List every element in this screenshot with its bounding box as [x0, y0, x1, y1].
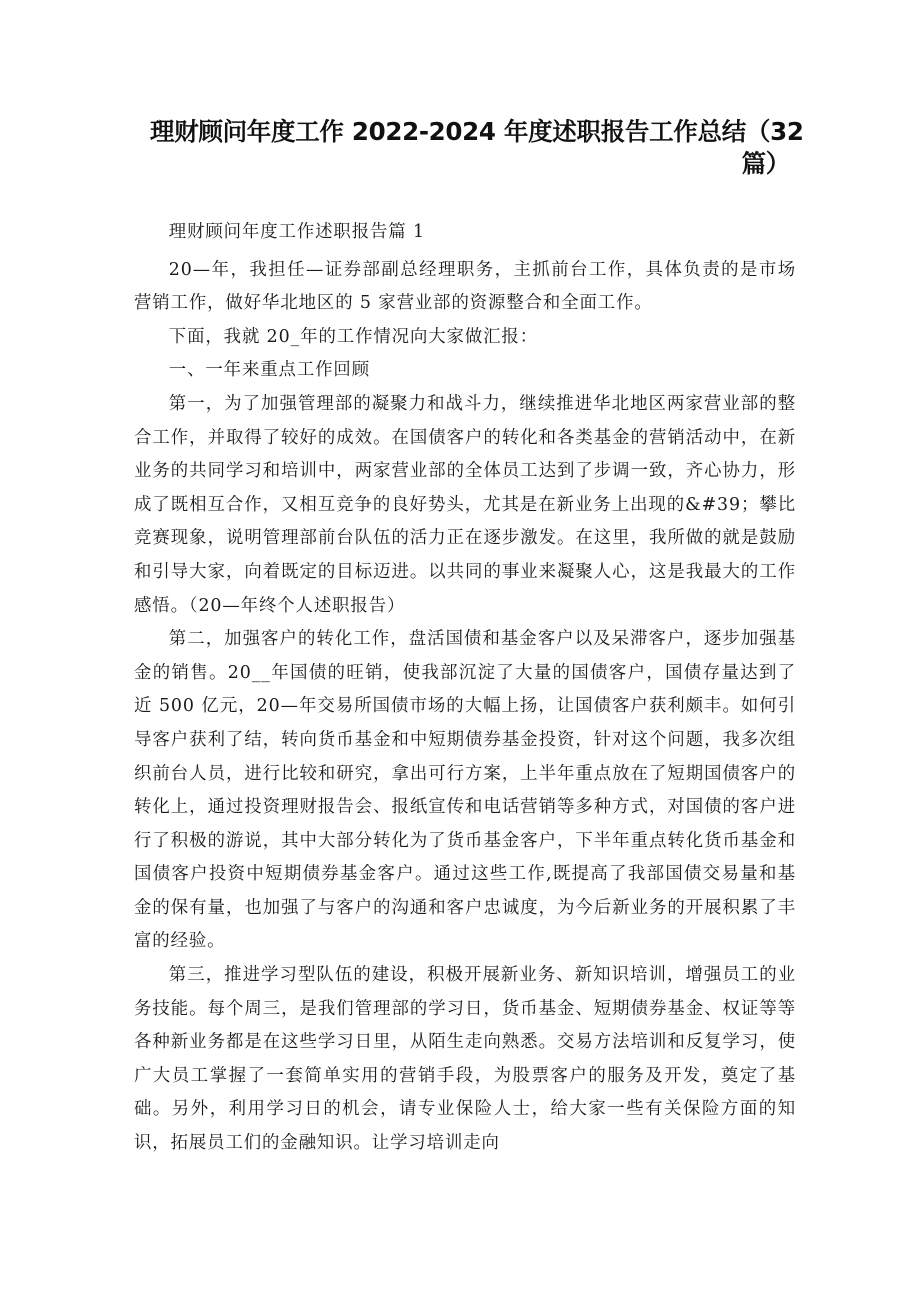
paragraph: 第三，推进学习型队伍的建设，积极开展新业务、新知识培训，增强员工的业务技能。每个周三，是我们管理部的学习日，货币基金、短期债券基金、权证等等各种新业务都是在这些学习日里，从陌生走向熟悉。交易方法培训和反复学习，使广大员工掌握了一套简单实用的营销手段，为股票客户的服务及开发，奠定了基础。另外，利用学习日的机会，请专业保险人士，给大家一些有关保险方面的知识，拓展员工们的金融知识。让学习培训走向	[134, 965, 796, 1154]
paragraph: 下面，我就 20_年的工作情况向大家做汇报：	[168, 326, 538, 347]
document-title-line2: 篇）	[741, 149, 790, 178]
paragraph: 第一，为了加强管理部的凝聚力和战斗力，继续推进华北地区两家营业部的整合工作，并取得了较好的成效。在国债客户的转化和各类基金的营销活动中，在新业务的共同学习和培训中，两家营业部的全体员工达到了步调一致，齐心协力，形成了既相互合作，又相互竞争的良好势头，尤其是在新业务上出现的&#39；攀比竞赛现象，说明管理部前台队伍的活力正在逐步激发。在这里，我所做的就是鼓励和引导大家，向着既定的目标迈进。以共同的事业来凝聚人心，这是我最大的工作感悟。（20—年终个人述职报告）	[134, 393, 796, 616]
document-title-line1: 理财顾问年度工作 2022-2024 年度述职报告工作总结（32	[150, 117, 804, 146]
document-title	[130, 116, 804, 180]
paragraph: 一、一年来重点工作回顾	[168, 360, 370, 381]
paragraph: 20—年，我担任—证券部副总经理职务，主抓前台工作，具体负责的是市场营销工作，做好华北地区的 5 家营业部的资源整合和全面工作。	[134, 259, 796, 314]
document-body	[134, 216, 796, 1161]
section-heading: 理财顾问年度工作述职报告篇 1	[168, 222, 425, 242]
paragraph: 第二，加强客户的转化工作，盘活国债和基金客户以及呆滞客户，逐步加强基金的销售。20__年国债的旺销，使我部沉淀了大量的国债客户，国债存量达到了近 500 亿元，20—年交易所国债市场的大幅上扬，让国债客户获利颇丰。如何引导客户获利了结，转向货币基金和中短期债券基金投资，针对这个问题，我多次组织前台人员，进行比较和研究，拿出可行方案，上半年重点放在了短期国债客户的转化上，通过投资理财报告会、报纸宣传和电话营销等多种方式，对国债的客户进行了积极的游说，其中大部分转化为了货币基金客户，下半年重点转化货币基金和国债客户投资中短期债券基金客户。通过这些工作,既提高了我部国债交易量和基金的保有量，也加强了与客户的沟通和客户忠诚度，为今后新业务的开展积累了丰富的经验。	[134, 629, 796, 952]
